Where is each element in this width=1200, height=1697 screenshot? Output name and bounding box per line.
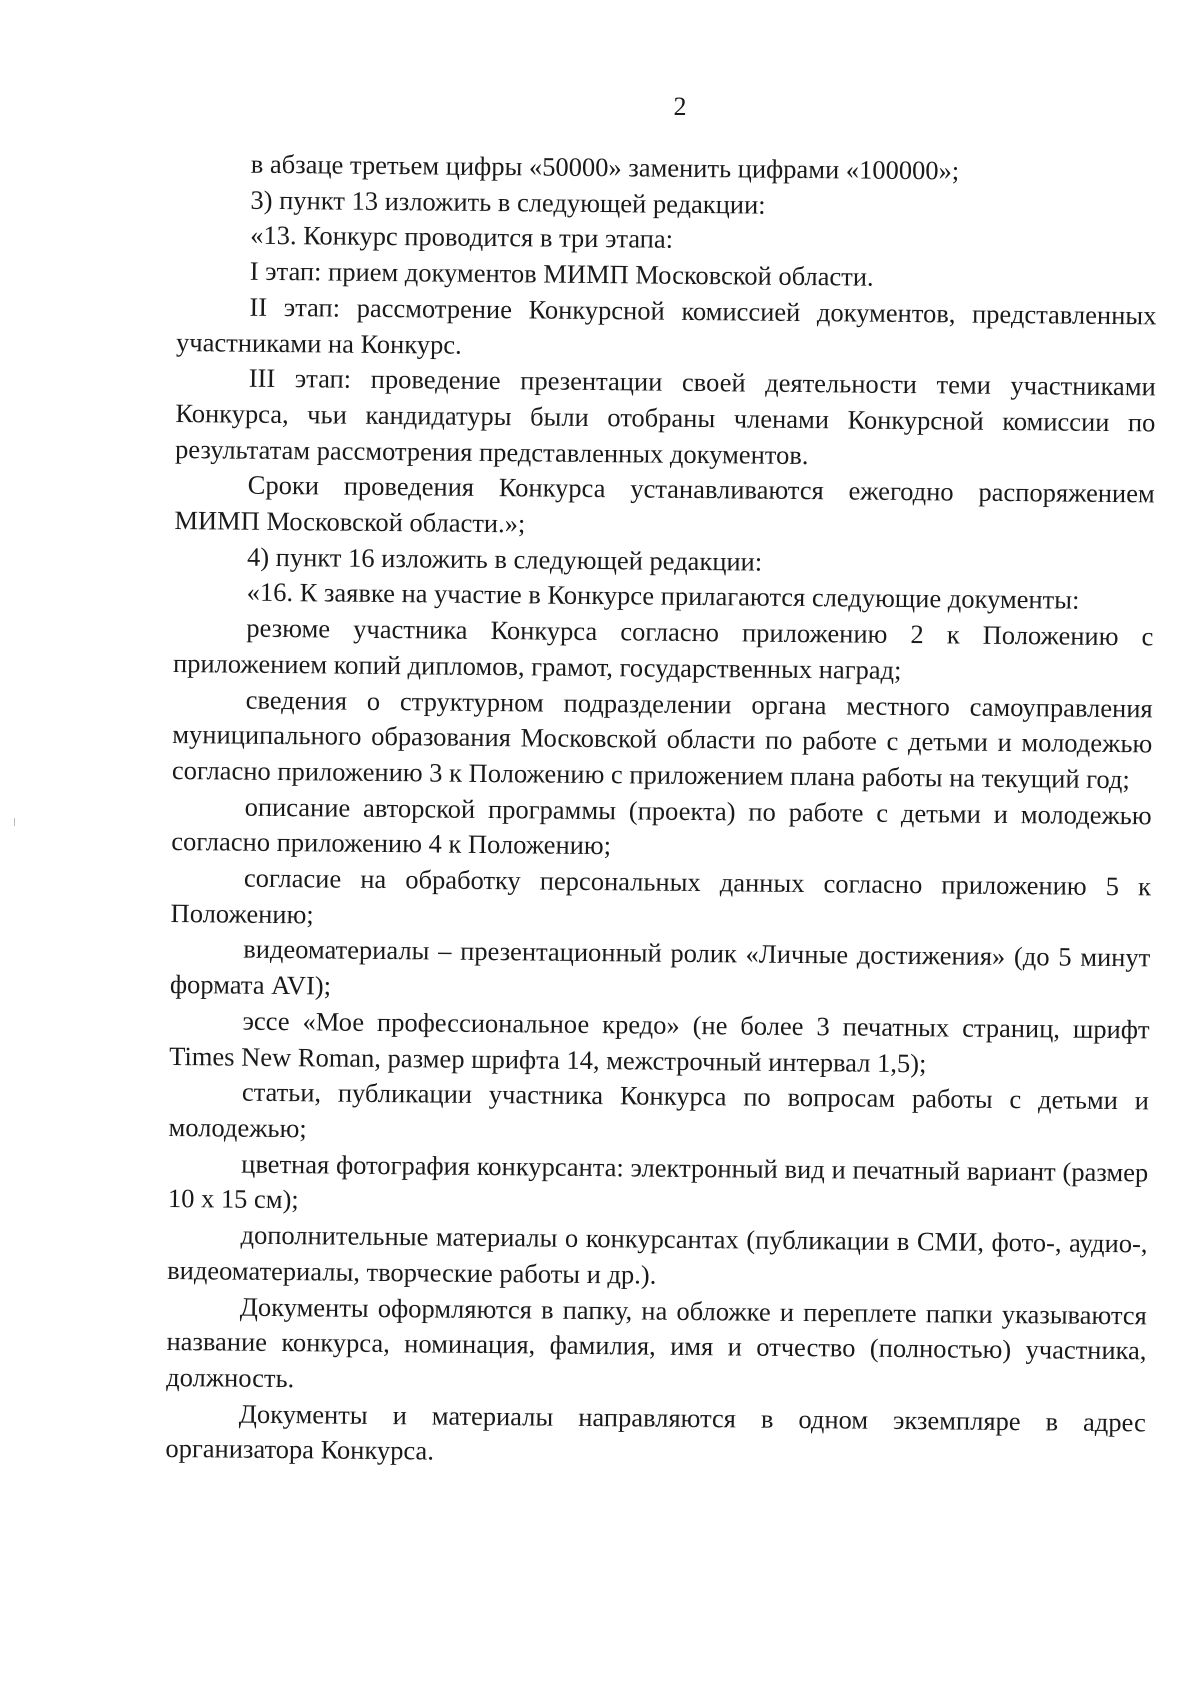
paragraph: описание авторской программы (проекта) по работе с детьми и молодежью согласно приложению 4 к Положению; [171,791,1152,861]
document-body [165,146,1158,1476]
paragraph: сведения о структурном подразделении органа местного самоуправления муниципального образования Московской области по работе с детьми и молодежью согласно приложению 3 к Положению с приложением плана работы на текущий год; [171,684,1153,795]
page-number: 2 [673,92,687,121]
paragraph: Сроки проведения Конкурса устанавливаются ежегодно распоряжением МИМП Московской области.»; [174,470,1155,539]
paragraph: «13. Конкурс проводится в три этапа: [250,220,674,255]
paragraph: дополнительные материалы о конкурсантах (публикации в СМИ, фото-, аудио-, видеоматериалы, творческие работы и др.). [167,1219,1148,1290]
paragraph: видеоматериалы – презентационный ролик «Личные достижения» (до 5 минут формата AVI); [169,934,1151,1001]
scan-artifact-mark [14,818,15,826]
paragraph: 3) пункт 13 изложить в следующей редакции: [250,184,766,220]
paragraph: «16. К заявке на участие в Конкурсе прилагаются следующие документы: [246,577,1080,616]
paragraph: статьи, публикации участника Конкурса по вопросам работы с детьми и молодежью; [168,1076,1150,1144]
paragraph: Документы и материалы направляются в одном экземпляре в адрес организатора Конкурса. [165,1398,1146,1466]
paragraph: Документы оформляются в папку, на обложке и переплете папки указываются название конкурса, номинация, фамилия, имя и отчество (полностью) участника, должность. [166,1291,1147,1394]
paragraph: в абзаце третьем цифры «50000» заменить цифрами «100000»; [250,148,960,186]
paragraph: согласие на обработку персональных данных согласно приложению 5 к Положению; [170,862,1152,930]
paragraph: I этап: прием документов МИМП Московской области. [249,255,874,292]
paragraph: эссе «Мое профессиональное кредо» (не более 3 печатных страниц, шрифт Times New Roman, размер шрифта 14, межстрочный интервал 1,5); [169,1005,1150,1078]
paragraph: 4) пункт 16 изложить в следующей редакции: [246,541,763,577]
paragraph: резюме участника Конкурса согласно приложению 2 к Положению с приложением копий дипломов, грамот, государственных наград; [172,612,1154,685]
paragraph: II этап: рассмотрение Конкурсной комиссией документов, представленных участниками на Конкурс. [175,291,1157,360]
paragraph: III этап: проведение презентации своей деятельности теми участниками Конкурса, чьи кандидатуры были отобраны членами Конкурсной комиссии по результатам рассмотрения представленных документов. [174,362,1156,470]
paragraph: цветная фотография конкурсанта: электронный вид и печатный вариант (размер 10 x 15 см); [167,1148,1149,1215]
